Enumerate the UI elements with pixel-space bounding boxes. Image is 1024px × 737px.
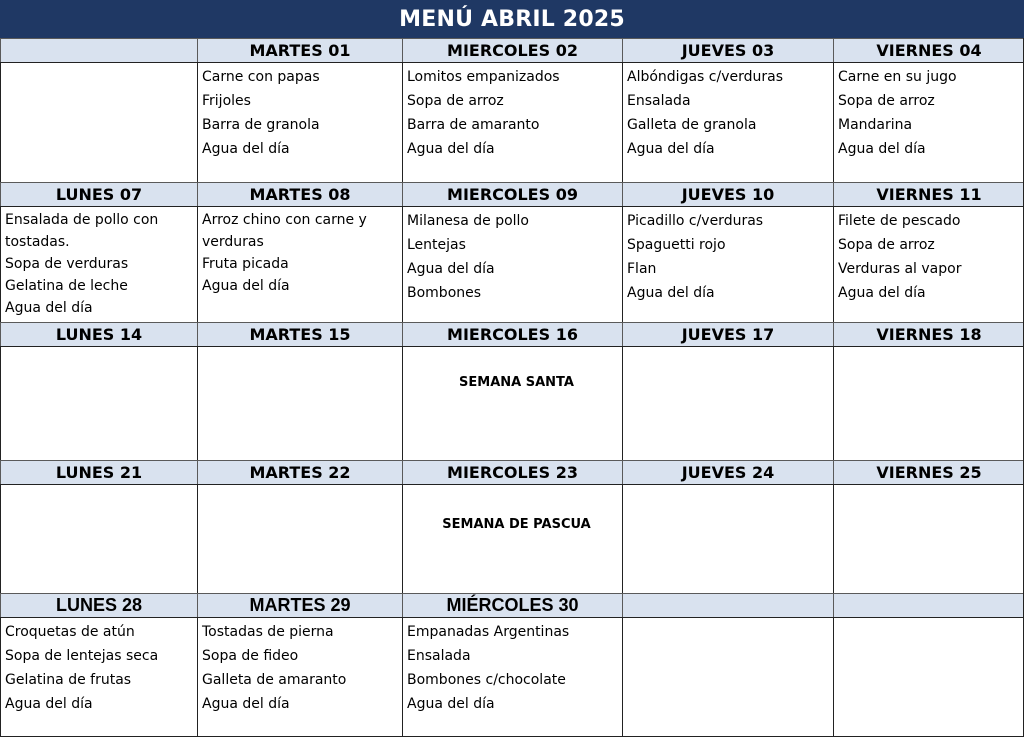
day-menu-cell	[197, 484, 402, 593]
menu-item: Verduras al vapor	[838, 261, 962, 277]
menu-item: Galleta de amaranto	[202, 672, 347, 688]
day-header: MIERCOLES 16	[402, 322, 622, 346]
menu-item: Agua del día	[407, 141, 495, 157]
menu-item: Gelatina de frutas	[5, 672, 132, 688]
day-header	[833, 593, 1024, 617]
day-menu-cell	[402, 346, 622, 460]
day-menu-cell	[622, 484, 833, 593]
menu-item: Sopa de arroz	[407, 93, 504, 109]
menu-item: Tostadas de pierna	[202, 624, 334, 640]
menu-item: Empanadas Argentinas	[407, 624, 570, 640]
day-header: MIERCOLES 23	[402, 460, 622, 484]
menu-item: Lentejas	[407, 237, 466, 253]
day-menu-cell	[0, 62, 197, 182]
day-header: MARTES 01	[197, 38, 402, 62]
menu-item: Carne en su jugo	[838, 69, 957, 85]
menu-item: Fruta picada	[202, 256, 289, 272]
day-menu-cell	[0, 346, 197, 460]
week-row	[0, 182, 1024, 322]
day-menu-cell	[402, 62, 622, 182]
menu-item: Spaguetti rojo	[627, 237, 726, 253]
menu-item: Arroz chino con carne y verduras	[202, 212, 367, 250]
day-menu-cell	[0, 617, 197, 737]
day-menu-cell	[0, 206, 197, 322]
day-header: MARTES 08	[197, 182, 402, 206]
day-menu-cell	[0, 484, 197, 593]
menu-item: Bombones c/chocolate	[407, 672, 566, 688]
menu-item: Sopa de arroz	[838, 93, 935, 109]
day-header	[622, 593, 833, 617]
day-header: MARTES 29	[197, 593, 402, 617]
day-header: LUNES 28	[0, 593, 197, 617]
day-header: MARTES 15	[197, 322, 402, 346]
menu-item: Sopa de fideo	[202, 648, 299, 664]
menu-item: Agua del día	[838, 141, 926, 157]
week-row	[0, 322, 1024, 460]
day-menu-cell	[622, 206, 833, 322]
day-header: VIERNES 11	[833, 182, 1024, 206]
menu-item: Frijoles	[202, 93, 251, 109]
menu-grid	[0, 38, 1024, 737]
day-menu-cell	[833, 617, 1024, 737]
week-row	[0, 593, 1024, 737]
day-menu-cell	[197, 617, 402, 737]
day-header: JUEVES 03	[622, 38, 833, 62]
menu-item: Agua del día	[202, 278, 290, 294]
day-menu-cell	[402, 617, 622, 737]
day-menu-cell	[833, 206, 1024, 322]
menu-item: Agua del día	[627, 285, 715, 301]
menu-item: Croquetas de atún	[5, 624, 135, 640]
day-menu-cell	[833, 62, 1024, 182]
menu-item: Agua del día	[202, 696, 290, 712]
menu-item: Ensalada de pollo con tostadas.	[5, 212, 159, 250]
menu-item: Agua del día	[202, 141, 290, 157]
menu-item: Albóndigas c/verduras	[627, 69, 783, 85]
menu-item: Galleta de granola	[627, 117, 757, 133]
menu-item: Agua del día	[838, 285, 926, 301]
menu-item: Gelatina de leche	[5, 278, 128, 294]
day-menu-cell	[833, 346, 1024, 460]
menu-title: MENÚ ABRIL 2025	[0, 0, 1024, 38]
menu-item: Flan	[627, 261, 657, 277]
menu-item: Agua del día	[5, 696, 93, 712]
week-row	[0, 460, 1024, 593]
menu-item: Sopa de arroz	[838, 237, 935, 253]
menu-item: Mandarina	[838, 117, 913, 133]
day-header	[0, 38, 197, 62]
day-header: MIÉRCOLES 30	[402, 593, 622, 617]
menu-item: Ensalada	[627, 93, 691, 109]
day-menu-cell	[197, 62, 402, 182]
menu-item: Filete de pescado	[838, 213, 961, 229]
week-note: SEMANA SANTA	[459, 375, 574, 390]
day-header: LUNES 21	[0, 460, 197, 484]
day-menu-cell	[622, 617, 833, 737]
menu-item: Agua del día	[5, 300, 93, 316]
day-menu-cell	[833, 484, 1024, 593]
day-header: JUEVES 24	[622, 460, 833, 484]
day-header: VIERNES 04	[833, 38, 1024, 62]
day-header: LUNES 07	[0, 182, 197, 206]
day-header: MIERCOLES 02	[402, 38, 622, 62]
day-menu-cell	[197, 346, 402, 460]
day-header: MIERCOLES 09	[402, 182, 622, 206]
menu-item: Ensalada	[407, 648, 471, 664]
menu-item: Lomitos empanizados	[407, 69, 560, 85]
day-header: MARTES 22	[197, 460, 402, 484]
menu-item: Milanesa de pollo	[407, 213, 529, 229]
day-menu-cell	[402, 484, 622, 593]
menu-item: Barra de granola	[202, 117, 320, 133]
day-menu-cell	[622, 62, 833, 182]
menu-item: Sopa de verduras	[5, 256, 129, 272]
menu-item: Barra de amaranto	[407, 117, 540, 133]
week-note: SEMANA DE PASCUA	[442, 517, 591, 532]
day-menu-cell	[197, 206, 402, 322]
menu-item: Sopa de lentejas seca	[5, 648, 159, 664]
week-row	[0, 38, 1024, 182]
menu-item: Picadillo c/verduras	[627, 213, 764, 229]
menu-item: Carne con papas	[202, 69, 320, 85]
day-menu-cell	[402, 206, 622, 322]
day-header: VIERNES 18	[833, 322, 1024, 346]
menu-item: Agua del día	[407, 696, 495, 712]
menu-item: Agua del día	[627, 141, 715, 157]
day-header: LUNES 14	[0, 322, 197, 346]
day-menu-cell	[622, 346, 833, 460]
day-header: VIERNES 25	[833, 460, 1024, 484]
day-header: JUEVES 17	[622, 322, 833, 346]
menu-item: Bombones	[407, 285, 482, 301]
day-header: JUEVES 10	[622, 182, 833, 206]
menu-item: Agua del día	[407, 261, 495, 277]
